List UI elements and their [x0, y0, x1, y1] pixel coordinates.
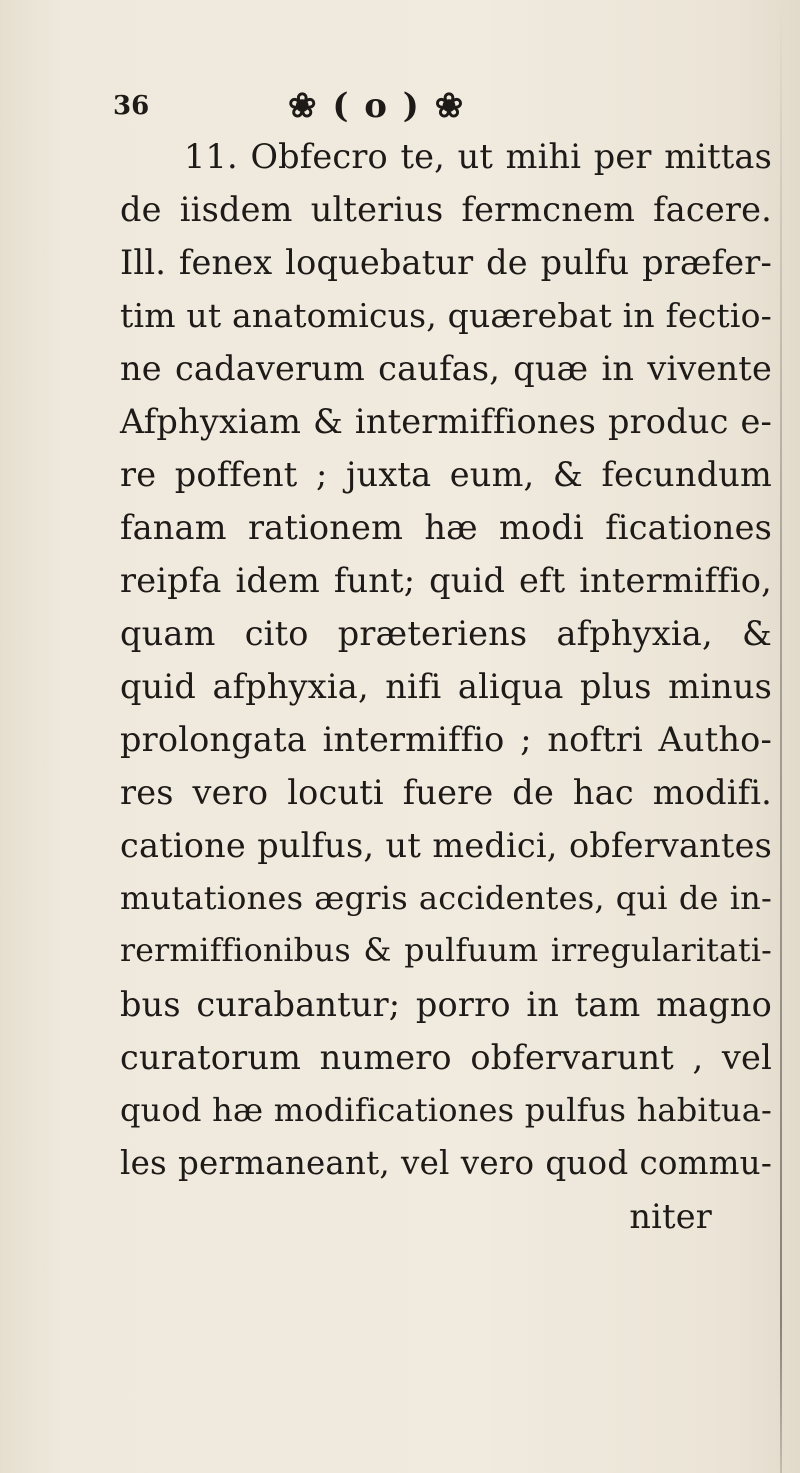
text-line: tim ut anatomicus, quærebat in fectio-	[120, 296, 773, 335]
text-line: quid afphyxia, nifi aliqua plus minus	[120, 667, 772, 706]
text-line: curatorum numero obfervarunt , vel	[120, 1038, 772, 1077]
text-line: catione pulfus, ut medici, obfervantes	[120, 826, 772, 865]
text-line: 11. Obfecro te, ut mihi per mittas	[184, 137, 772, 176]
text-line: Ill. fenex loquebatur de pulfu præfer-	[120, 243, 772, 282]
text-line: de iisdem ulterius fermcnem facere.	[120, 190, 772, 229]
page-edge	[780, 0, 782, 1473]
page-number: 36	[113, 91, 150, 121]
text-line: res vero locuti fuere de hac modifi.	[120, 773, 772, 812]
running-header	[113, 82, 673, 130]
text-line: prolongata intermiffio ; noftri Autho-	[120, 720, 772, 759]
text-line: rermiffionibus & pulfuum irregularitati-	[120, 933, 772, 969]
catchword: niter	[629, 1197, 712, 1236]
text-line: bus curabantur; porro in tam magno	[120, 985, 772, 1024]
text-line: re poffent ; juxta eum, & fecundum	[120, 455, 772, 494]
text-line: quam cito præteriens afphyxia, &	[120, 614, 772, 653]
header-ornament: ❀ ( o ) ❀	[288, 86, 466, 126]
text-line: reipfa idem funt; quid eft intermiffio,	[120, 561, 772, 600]
text-line: Afphyxiam & intermiffiones produc e-	[120, 402, 772, 441]
text-line: les permaneant, vel vero quod commu-	[120, 1144, 772, 1182]
text-line: mutationes ægris accidentes, qui de in-	[120, 879, 772, 917]
text-line: quod hæ modificationes pulfus habitua-	[120, 1091, 772, 1129]
text-line: ne cadaverum caufas, quæ in vivente	[120, 349, 772, 388]
text-line: fanam rationem hæ modi ficationes	[120, 508, 772, 547]
text-body	[120, 130, 772, 1243]
